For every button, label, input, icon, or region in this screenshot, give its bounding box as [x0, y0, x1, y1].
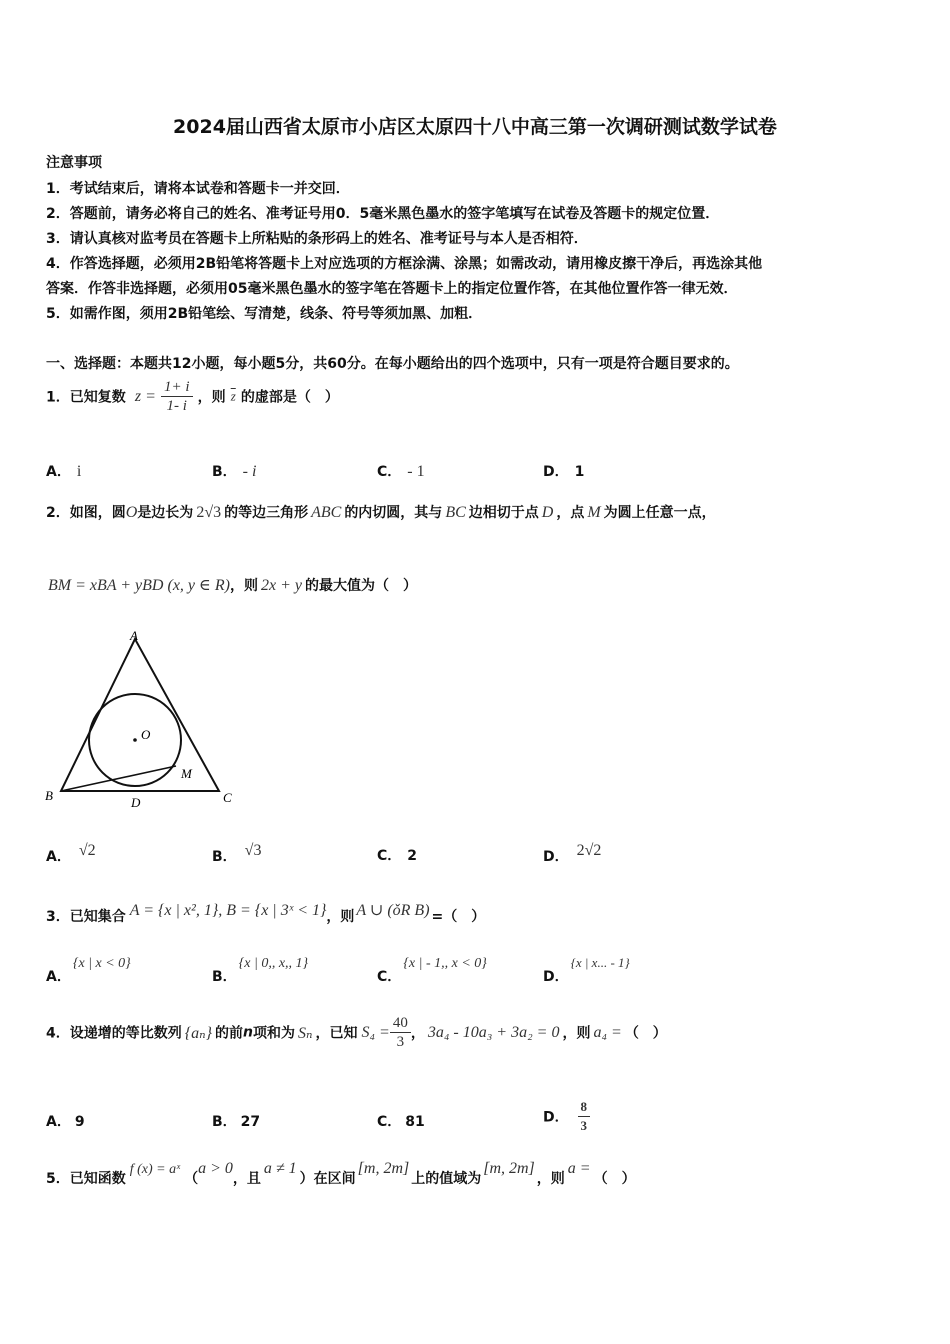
question-2-line2: BM = xBA + yBD (x, y ∈ R)，则 2x + y 的最大值为（ ）: [48, 577, 417, 594]
triangle-abc: [61, 639, 219, 791]
notice-heading: 注意事项: [46, 155, 102, 171]
notice-item: 4．作答选择题，必须用2B铅笔将答题卡上对应选项的方框涂满、涂黑；如需改动，请用橡皮擦干净后，再选涂其他: [46, 256, 763, 272]
page-title: 2024届山西省太原市小店区太原四十八中高三第一次调研测试数学试卷: [173, 116, 777, 138]
q1-denominator: 1- i: [166, 398, 187, 414]
q4-option-b: B． 27: [212, 1114, 261, 1130]
interval-m-2m: [m, 2m]: [357, 1160, 410, 1177]
q1-z-eq: z =: [134, 387, 156, 405]
q1-tail: 的虚部是（ ）: [240, 389, 339, 406]
notice-item: 3．请认真核对监考员在答题卡上所粘贴的条形码上的姓名、准考证号与本人是否相符．: [46, 231, 588, 247]
q3-option-d: D．{x | x... - 1}: [543, 955, 630, 985]
notice-item: 2．答题前，请务必将自己的姓名、准考证号用0．5毫米黑色墨水的签字笔填写在试卷及答题卡的规定位置．: [46, 206, 720, 222]
question-2-line1: 2．如图，圆O是边长为 2√3 的等边三角形 ABC 的内切圆，其与 BC 边相切于点 D ，点 M 为圆上任意一点，: [46, 504, 716, 521]
q4-fraction: $\frac{40}{3}$: [390, 1014, 411, 1051]
q2-option-c: C． 2: [377, 848, 418, 864]
q4-option-d: D． $\frac{8}{3}$: [543, 1098, 590, 1135]
question-4: 4．设递增的等比数列 {aₙ} 的前n项和为 Sₙ ，已知 S₄ = $\frac{40}{3}$ ， 3a₄ - 10a₃ + 3a₂ = 0 ，则 a₄ = （ ）: [46, 1015, 667, 1050]
side-length: 2√3: [196, 504, 222, 521]
label-c: C: [223, 790, 232, 805]
range-m-2m: [m, 2m]: [483, 1160, 535, 1177]
center-point: [133, 738, 137, 742]
q1-numerator: 1+ i: [161, 378, 193, 397]
q1-option-d: D． 1: [543, 464, 585, 480]
q1-option-b: B． - i: [212, 463, 257, 480]
q1-fraction: [161, 378, 193, 415]
function-f: f (x) = aˣ: [129, 1162, 181, 1177]
label-m: M: [181, 766, 192, 781]
q1-option-a: A． i: [46, 463, 82, 480]
q1-mid: ，则: [197, 389, 226, 406]
q2-option-d: D． 2√2: [543, 842, 602, 865]
q2-option-a: A． √2: [46, 842, 96, 865]
sequence-an: {aₙ}: [184, 1024, 213, 1042]
q3-option-b: B．{x | 0,, x,, 1}: [212, 956, 309, 985]
notice-item: 答案．作答非选择题，必须用05毫米黑色墨水的签字笔在答题卡上的指定位置作答，在其他位置作答一律无效．: [46, 281, 738, 297]
question-1: [46, 378, 339, 415]
q4-option-d-fraction: $\frac{8}{3}$: [578, 1098, 591, 1135]
vector-equation: BM = xBA + yBD (x, y ∈ R): [48, 577, 230, 594]
label-b: B: [45, 788, 53, 803]
s4-eq: S₄ =: [361, 1023, 390, 1041]
q4-option-a: A． 9: [46, 1114, 85, 1130]
q1-option-c: C． - 1: [377, 463, 425, 480]
set-b: , B = {x | 3ˣ < 1}: [218, 902, 327, 919]
section-heading: 一、选择题：本题共12小题，每小题5分，共60分。在每小题给出的四个选项中，只有一项是符合题目要求的。: [46, 356, 739, 372]
notice-item: 5．如需作图，须用2B铅笔绘、写清楚，线条、符号等须加黑、加粗．: [46, 306, 483, 322]
notice-item: 1．考试结束后，请将本试卷和答题卡一并交回．: [46, 181, 350, 197]
recurrence-eq: 3a₄ - 10a₃ + 3a₂ = 0: [427, 1023, 560, 1041]
q1-zbar: $\overline{z}$: [230, 388, 236, 404]
label-o: O: [141, 727, 151, 742]
circle-o-label: O: [125, 504, 138, 521]
question-5: 5．已知函数f (x) = aˣ（a > 0，且a ≠ 1）在区间[m, 2m]上的值域为[m, 2m]，则a =（ ）: [46, 1160, 636, 1187]
q2-option-b: B． √3: [212, 842, 262, 865]
q3-option-c: C．{x | - 1,, x < 0}: [377, 956, 487, 985]
question-3: 3．已知集合 A = {x | x², 1}, B = {x | 3ˣ < 1}，则 A ∪ (ǒR B) =（ ）: [46, 902, 486, 925]
label-d: D: [131, 795, 141, 810]
label-a: A: [130, 628, 138, 643]
q3-option-a: A．{x | x < 0}: [46, 956, 131, 985]
q1-lead: 1．已知复数: [46, 389, 126, 406]
set-a: A = {x | x², 1}: [129, 902, 219, 919]
objective-expression: 2x + y: [260, 577, 302, 594]
q4-option-c: C． 81: [377, 1114, 425, 1130]
set-expression: A ∪ (ǒR B): [356, 902, 430, 919]
triangle-figure: [40, 624, 250, 814]
